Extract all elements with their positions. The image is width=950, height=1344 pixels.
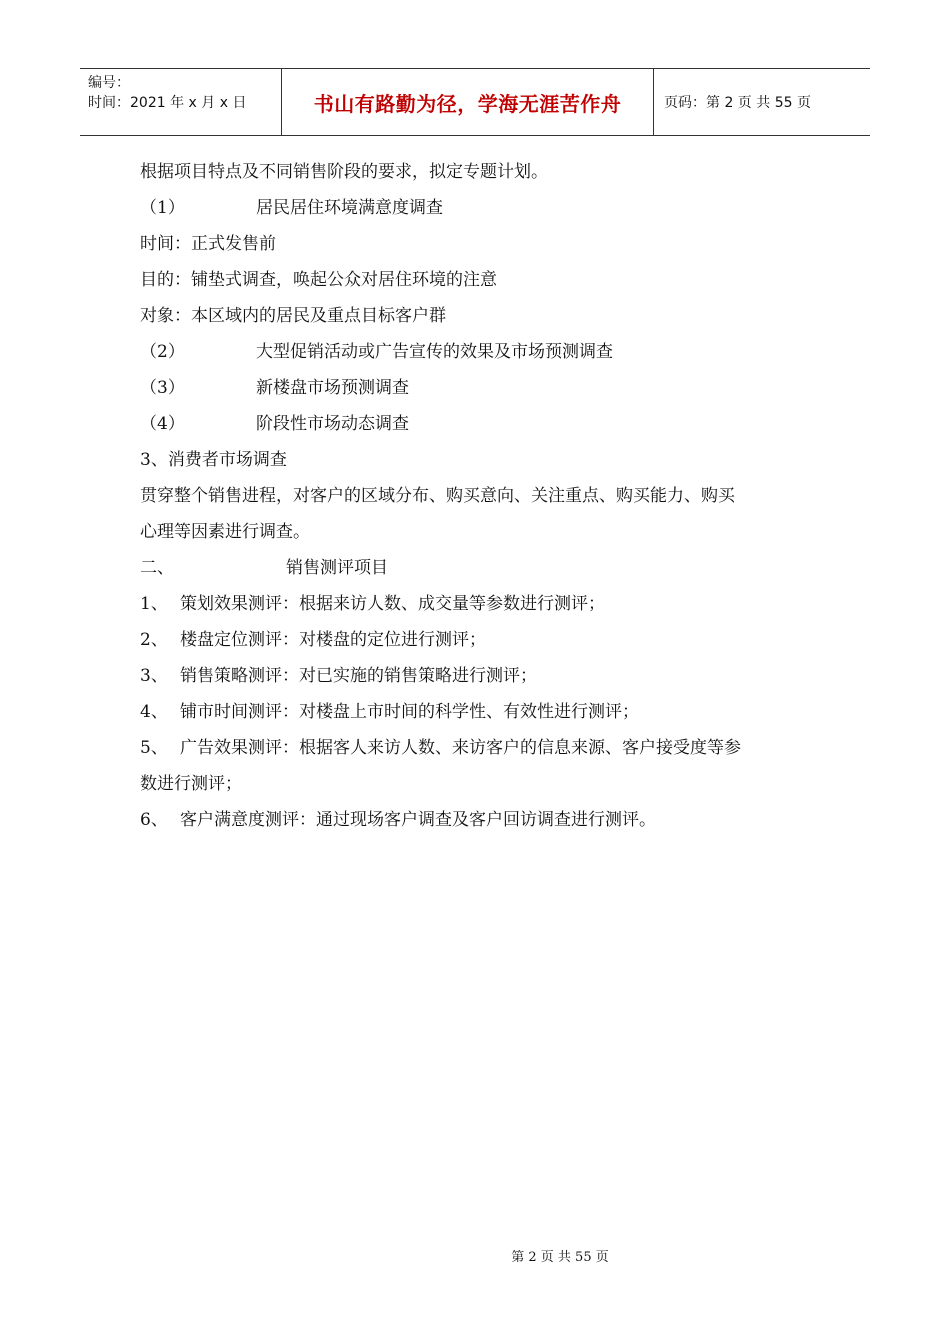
- eval-item-text: 策划效果测评：根据来访人数、成交量等参数进行测评；: [180, 594, 605, 614]
- eval-item: [140, 658, 820, 694]
- eval-item-number: 6、: [140, 810, 168, 830]
- eval-item: [140, 622, 820, 658]
- intro-paragraph: 根据项目特点及不同销售阶段的要求，拟定专题计划。: [140, 162, 548, 182]
- eval-item-text: 铺市时间测评：对楼盘上市时间的科学性、有效性进行测评；: [180, 702, 639, 722]
- eval-item-number: 4、: [140, 702, 168, 722]
- page-footer: 第 2 页 共 55 页: [511, 1250, 609, 1265]
- list-item-number: （3）: [140, 378, 185, 398]
- part-heading: [140, 550, 820, 586]
- eval-item-text: 广告效果测评：根据客人来访人数、来访客户的信息来源、客户接受度等参: [180, 738, 741, 758]
- eval-item-text: 销售策略测评：对已实施的销售策略进行测评；: [180, 666, 537, 686]
- list-item: [140, 334, 820, 370]
- header-meta: [80, 69, 282, 135]
- list-item-text: 新楼盘市场预测调查: [256, 378, 409, 398]
- eval-item-number: 5、: [140, 738, 168, 758]
- header-motto: 书山有路勤为径，学海无涯苦作舟: [282, 69, 654, 135]
- list-item-text: 居民居住环境满意度调查: [256, 198, 443, 218]
- section-paragraph-line: 心理等因素进行调查。: [140, 522, 310, 542]
- eval-item-text: 客户满意度测评：通过现场客户调查及客户回访调查进行测评。: [180, 810, 656, 830]
- eval-item-text: 楼盘定位测评：对楼盘的定位进行测评；: [180, 630, 486, 650]
- code-label: 编号：: [88, 75, 130, 91]
- list-item-number: （1）: [140, 198, 185, 218]
- date-label: 时间：2021 年 x 月 x 日: [88, 95, 247, 111]
- eval-item: [140, 802, 820, 838]
- section-paragraph-line: 贯穿整个销售进程，对客户的区域分布、购买意向、关注重点、购买能力、购买: [140, 486, 735, 506]
- eval-item: [140, 586, 820, 622]
- target-line: 对象：本区域内的居民及重点目标客户群: [140, 306, 446, 326]
- list-item: [140, 190, 820, 226]
- part-number: 二、: [140, 558, 174, 578]
- part-title: 销售测评项目: [286, 558, 388, 578]
- document-header: [80, 68, 870, 136]
- section-heading: 3、消费者市场调查: [140, 450, 287, 470]
- purpose-line: 目的：铺垫式调查，唤起公众对居住环境的注意: [140, 270, 497, 290]
- list-item-text: 阶段性市场动态调查: [256, 414, 409, 434]
- list-item: [140, 370, 820, 406]
- eval-item: [140, 694, 820, 730]
- list-item-number: （4）: [140, 414, 185, 434]
- header-page-number: 页码：第 2 页 共 55 页: [664, 95, 811, 111]
- list-item: [140, 406, 820, 442]
- eval-item-number: 3、: [140, 666, 168, 686]
- list-item-number: （2）: [140, 342, 185, 362]
- eval-item-continuation: 数进行测评；: [140, 774, 242, 794]
- list-item-text: 大型促销活动或广告宣传的效果及市场预测调查: [256, 342, 613, 362]
- eval-item-number: 1、: [140, 594, 168, 614]
- time-line: 时间：正式发售前: [140, 234, 276, 254]
- eval-item: [140, 730, 820, 766]
- eval-item-number: 2、: [140, 630, 168, 650]
- document-body: [140, 154, 820, 838]
